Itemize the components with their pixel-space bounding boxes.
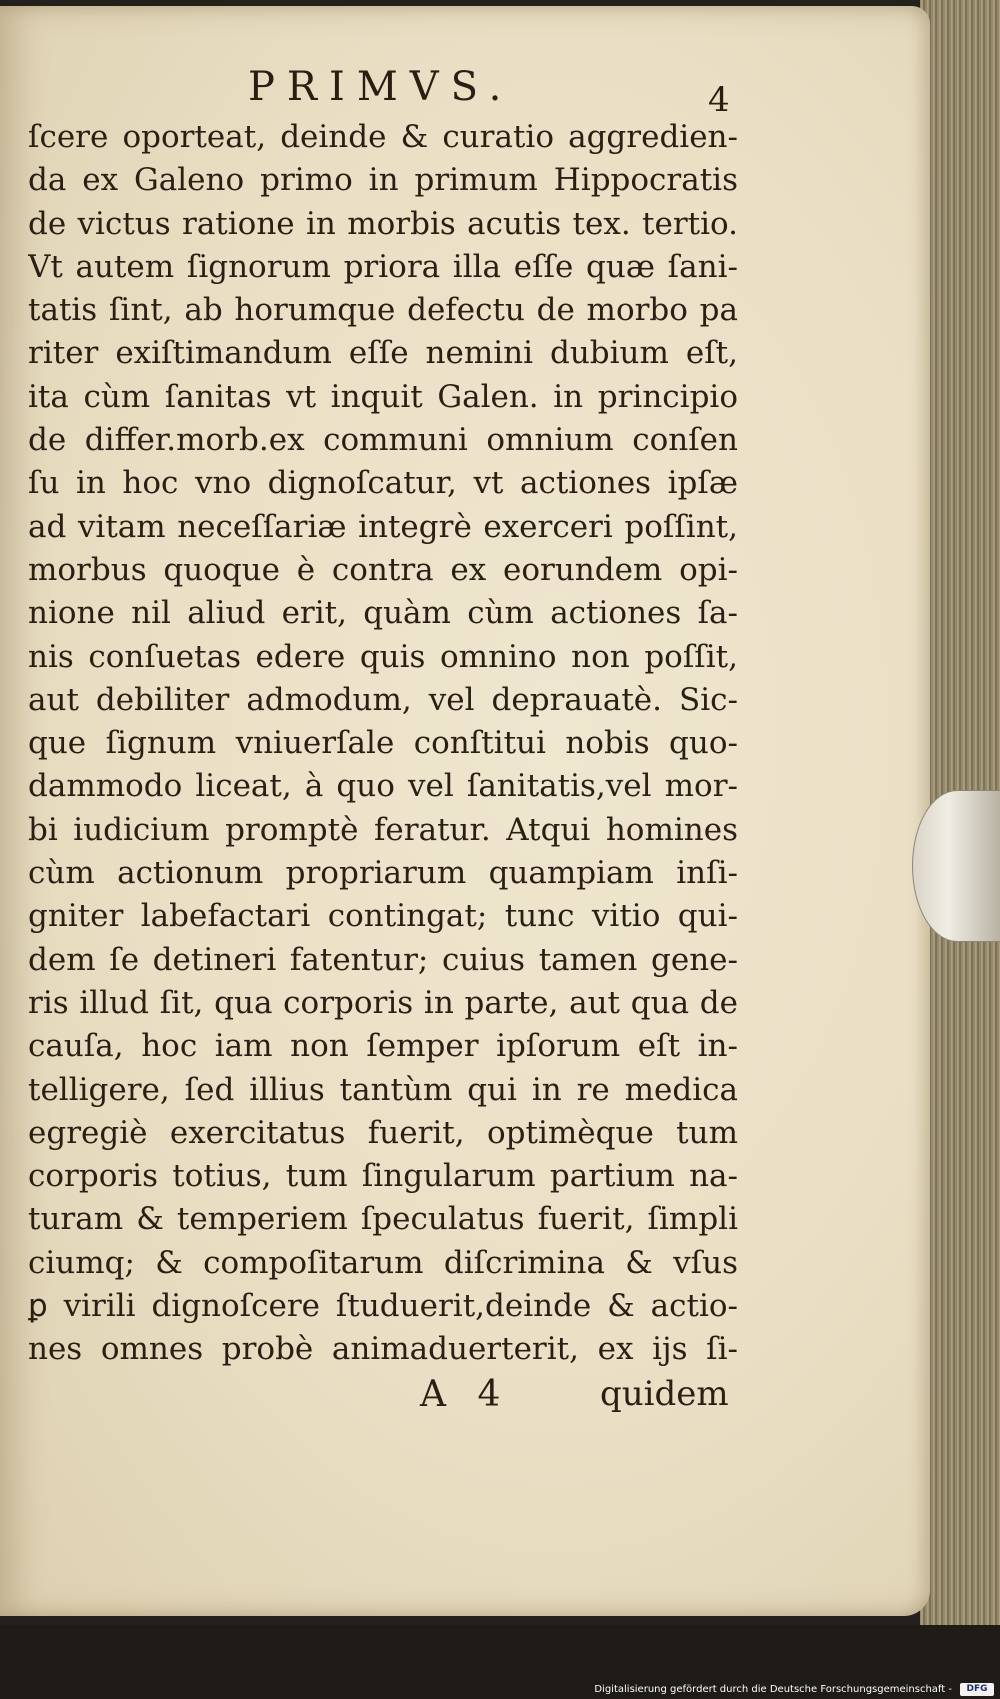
book-clasp [912,790,1000,942]
text-line: dammodo liceat, à quo vel ſanitatis,vel mor- [28,768,738,805]
text-line: de victus ratione in morbis acutis tex. tertio. [28,205,738,242]
text-line: telligere, ſed illius tantùm qui in re medica [28,1071,738,1108]
text-line: nes omnes probè animaduerterit, ex ijs ſi- [28,1331,738,1368]
text-line: gniter labefactari contingat; tunc vitio qui- [28,898,738,935]
text-line: ad vitam neceſſariæ integrè exerceri poſſint, [28,508,738,545]
catchword: quidem [600,1374,729,1414]
text-line: ſcere oporteat, deinde & curatio aggredien- [28,119,738,155]
text-line: morbus quoque è contra ex eorundem opi- [28,551,738,588]
text-line: bi iudicium promptè feratur. Atqui homines [28,811,738,848]
signature-mark: A 4 [420,1374,501,1415]
text-line: Vt autem ſignorum priora illa eſſe quæ ſani- [28,248,738,285]
text-line: ſu in hoc vno dignoſcatur, vt actiones ipſæ [28,465,738,502]
text-line: egregiè exercitatus fuerit, optimèque tum [28,1114,738,1151]
text-line: cauſa, hoc iam non ſemper ipſorum eſt in- [28,1028,738,1065]
text-line: nione nil aliud erit, quàm cùm actiones ſa- [28,595,738,632]
digitization-credit: Digitalisierung gefördert durch die Deutsche Forschungsgemeinschaft - [594,1684,952,1695]
text-line: turam & temperiem ſpeculatus fuerit, ſimpli [28,1201,738,1238]
text-line: que ſignum vniuerſale conſtitui nobis quo- [28,725,738,762]
text-line: corporis totius, tum ſingularum partium na- [28,1158,738,1195]
text-line: dem ſe detineri fatentur; cuius tamen gene- [28,941,738,978]
running-head: PRIMVS. [248,64,514,110]
text-line: ris illud ſit, qua corporis in parte, aut qua de [28,984,738,1021]
scan-bottom-band [0,1625,1000,1699]
text-line: riter exiſtimandum eſſe nemini dubium eſt, [28,335,738,372]
page-number: 4 [708,80,730,120]
book-page [0,6,930,1616]
text-line: cùm actionum propriarum quampiam inſi- [28,855,738,892]
text-line: de differ.morb.ex communi omnium conſen [28,422,738,459]
text-line: ꝑ virili dignoſcere ſtuduerit,deinde & actio- [28,1288,738,1325]
text-line: ita cùm ſanitas vt inquit Galen. in principio [28,378,738,415]
text-line: nis conſuetas edere quis omnino non poſſit, [28,638,738,675]
text-line: da ex Galeno primo in primum Hippocratis [28,162,738,199]
body-text [28,116,738,1372]
text-line: tatis ſint, ab horumque defectu de morbo pa [28,292,738,329]
dfg-logo: DFG [960,1683,994,1696]
text-line: aut debiliter admodum, vel deprauatè. Sic- [28,681,738,718]
text-line: ciumq; & compoſitarum diſcrimina & vſus [28,1244,738,1281]
